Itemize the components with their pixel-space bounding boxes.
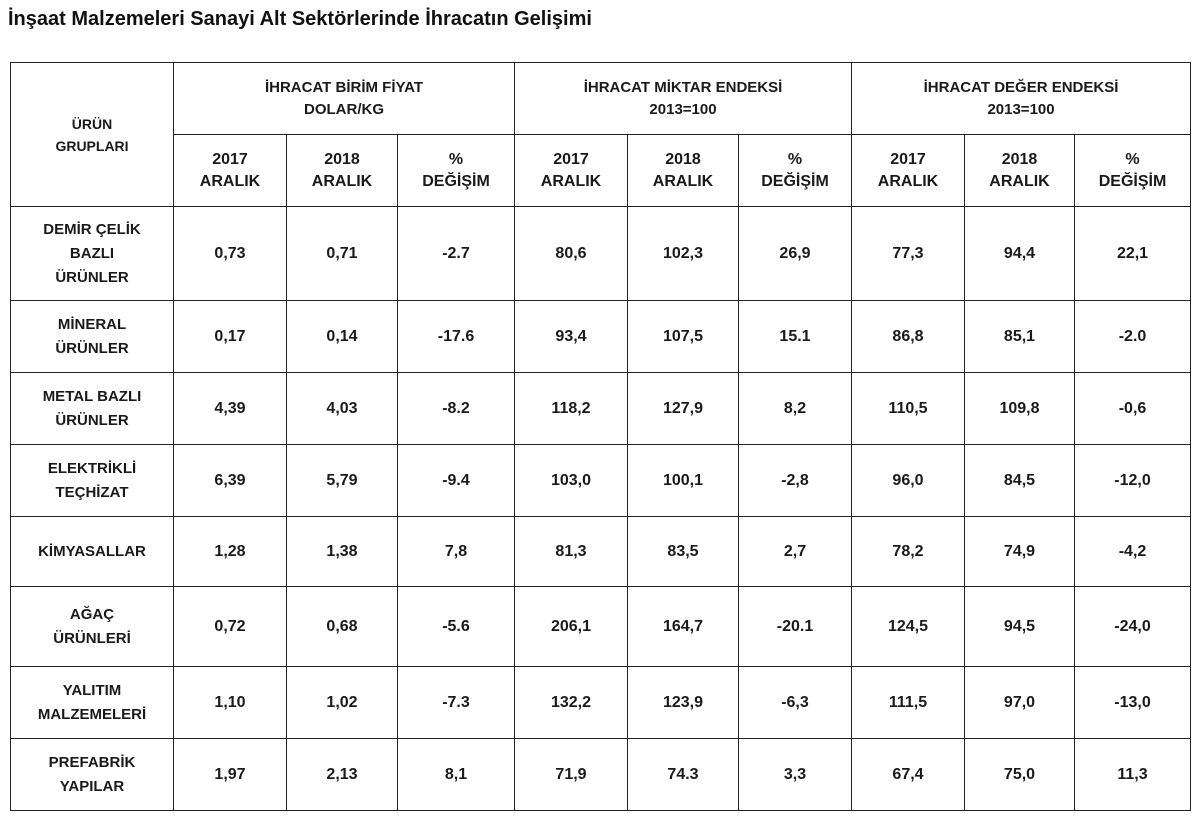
value-cell: 3,3	[739, 739, 852, 811]
subheader-cell	[852, 135, 965, 207]
subheader-line: 2018	[324, 150, 360, 168]
subheader-line: DEĞİŞİM	[761, 172, 829, 190]
product-name-line: ÜRÜNLER	[55, 268, 129, 286]
value-cell: 2,13	[287, 739, 398, 811]
value-cell: 124,5	[852, 587, 965, 667]
value-cell: -7.3	[398, 667, 515, 739]
value-cell: 1,02	[287, 667, 398, 739]
subheader-line: %	[1125, 150, 1140, 168]
value-cell: 0,71	[287, 207, 398, 301]
subheader-line: ARALIK	[877, 172, 939, 190]
subheader-row	[11, 135, 1191, 207]
value-cell: 75,0	[965, 739, 1075, 811]
value-cell: -2,8	[739, 445, 852, 517]
value-cell: 8,2	[739, 373, 852, 445]
value-cell: 127,9	[628, 373, 739, 445]
value-cell: -0,6	[1075, 373, 1191, 445]
product-name-line: METAL BAZLI	[42, 387, 142, 405]
value-cell: 96,0	[852, 445, 965, 517]
value-cell: 7,8	[398, 517, 515, 587]
value-cell: 107,5	[628, 301, 739, 373]
product-name-line: MALZEMELERİ	[37, 705, 147, 723]
value-cell: 0,72	[174, 587, 287, 667]
value-cell: 1,28	[174, 517, 287, 587]
value-cell: 11,3	[1075, 739, 1191, 811]
product-name-line: ÜRÜNLER	[55, 339, 129, 357]
subheader-cell	[628, 135, 739, 207]
value-cell: 1,97	[174, 739, 287, 811]
group-header-unit-price	[174, 63, 515, 135]
value-cell: 67,4	[852, 739, 965, 811]
subheader-cell	[174, 135, 287, 207]
value-cell: 15.1	[739, 301, 852, 373]
table-body	[11, 207, 1191, 811]
product-name-line: YAPILAR	[59, 777, 125, 795]
value-cell: 26,9	[739, 207, 852, 301]
subheader-line: ARALIK	[199, 172, 261, 190]
value-cell: 83,5	[628, 517, 739, 587]
value-cell: -4,2	[1075, 517, 1191, 587]
table-row	[11, 667, 1191, 739]
subheader-line: 2017	[212, 150, 248, 168]
value-cell: 164,7	[628, 587, 739, 667]
value-cell: 78,2	[852, 517, 965, 587]
value-cell: 94,4	[965, 207, 1075, 301]
value-cell: 0,14	[287, 301, 398, 373]
subheader-line: DEĞİŞİM	[1098, 172, 1167, 190]
value-cell: 4,39	[174, 373, 287, 445]
value-cell: -2.7	[398, 207, 515, 301]
product-name-line: YALITIM	[62, 681, 122, 699]
product-cell	[11, 445, 174, 517]
product-cell	[11, 587, 174, 667]
product-cell	[11, 207, 174, 301]
subheader-cell	[287, 135, 398, 207]
table-row	[11, 301, 1191, 373]
table-row	[11, 517, 1191, 587]
value-cell: 71,9	[515, 739, 628, 811]
table-row	[11, 739, 1191, 811]
value-cell: -8.2	[398, 373, 515, 445]
value-cell: 123,9	[628, 667, 739, 739]
value-cell: 0,68	[287, 587, 398, 667]
value-cell: 85,1	[965, 301, 1075, 373]
product-name-line: DEMİR ÇELİK	[43, 220, 141, 238]
value-cell: 109,8	[965, 373, 1075, 445]
product-name-line: ÜRÜNLER	[55, 411, 129, 429]
product-cell	[11, 301, 174, 373]
table-row	[11, 445, 1191, 517]
value-cell: 81,3	[515, 517, 628, 587]
product-name-line: KİMYASALLAR	[38, 542, 146, 560]
value-cell: -6,3	[739, 667, 852, 739]
product-name-line: BAZLI	[69, 244, 115, 262]
product-cell	[11, 667, 174, 739]
value-cell: 84,5	[965, 445, 1075, 517]
subheader-line: %	[448, 150, 464, 168]
page-title: İnşaat Malzemeleri Sanayi Alt Sektörlerinde İhracatın Gelişimi	[8, 8, 592, 30]
subheader-line: 2017	[553, 150, 589, 168]
product-name-line: ELEKTRİKLİ	[47, 459, 137, 477]
value-cell: 1,10	[174, 667, 287, 739]
value-cell: 22,1	[1075, 207, 1191, 301]
value-cell: 74.3	[628, 739, 739, 811]
product-cell	[11, 517, 174, 587]
group-header-line: 2013=100	[649, 100, 717, 118]
product-name-line: AĞAÇ	[69, 605, 115, 623]
value-cell: 102,3	[628, 207, 739, 301]
value-cell: 93,4	[515, 301, 628, 373]
value-cell: 132,2	[515, 667, 628, 739]
value-cell: 6,39	[174, 445, 287, 517]
value-cell: 80,6	[515, 207, 628, 301]
value-cell: 0,73	[174, 207, 287, 301]
group-header-line: 2013=100	[987, 100, 1055, 118]
subheader-line: %	[787, 150, 803, 168]
value-cell: 110,5	[852, 373, 965, 445]
subheader-line: 2017	[890, 150, 926, 168]
product-cell	[11, 739, 174, 811]
group-header-quantity-index	[515, 63, 852, 135]
group-header-line: DOLAR/KG	[304, 100, 384, 118]
value-cell: -17.6	[398, 301, 515, 373]
subheader-cell	[398, 135, 515, 207]
value-cell: -2.0	[1075, 301, 1191, 373]
value-cell: 100,1	[628, 445, 739, 517]
value-cell: 103,0	[515, 445, 628, 517]
subheader-line: ARALIK	[989, 172, 1050, 190]
value-cell: -5.6	[398, 587, 515, 667]
subheader-line: ARALIK	[311, 172, 373, 190]
product-header-line: ÜRÜN	[71, 115, 113, 132]
export-table	[10, 62, 1191, 811]
value-cell: 111,5	[852, 667, 965, 739]
product-name-line: PREFABRİK	[48, 753, 136, 771]
value-cell: -13,0	[1075, 667, 1191, 739]
subheader-line: ARALIK	[540, 172, 602, 190]
value-cell: -12,0	[1075, 445, 1191, 517]
group-header-line: İHRACAT DEĞER ENDEKSİ	[923, 78, 1119, 96]
value-cell: 0,17	[174, 301, 287, 373]
value-cell: 94,5	[965, 587, 1075, 667]
value-cell: 5,79	[287, 445, 398, 517]
subheader-cell	[739, 135, 852, 207]
product-name-line: TEÇHİZAT	[55, 483, 129, 501]
value-cell: 2,7	[739, 517, 852, 587]
value-cell: -24,0	[1075, 587, 1191, 667]
subheader-cell	[965, 135, 1075, 207]
subheader-line: ARALIK	[652, 172, 714, 190]
value-cell: 118,2	[515, 373, 628, 445]
value-cell: 8,1	[398, 739, 515, 811]
subheader-line: 2018	[665, 150, 701, 168]
product-header-line: GRUPLARI	[55, 137, 129, 154]
table-row	[11, 373, 1191, 445]
group-header-value-index	[852, 63, 1191, 135]
subheader-cell	[1075, 135, 1191, 207]
group-header-line: İHRACAT BİRİM FİYAT	[264, 78, 424, 96]
value-cell: 206,1	[515, 587, 628, 667]
product-name-line: MİNERAL	[57, 315, 127, 333]
group-header-line: İHRACAT MİKTAR ENDEKSİ	[583, 78, 783, 96]
value-cell: 77,3	[852, 207, 965, 301]
product-group-header	[11, 63, 174, 207]
subheader-line: 2018	[1001, 150, 1038, 168]
subheader-line: DEĞİŞİM	[422, 172, 490, 190]
value-cell: 74,9	[965, 517, 1075, 587]
value-cell: -20.1	[739, 587, 852, 667]
product-name-line: ÜRÜNLERİ	[53, 629, 131, 647]
value-cell: 86,8	[852, 301, 965, 373]
product-cell	[11, 373, 174, 445]
value-cell: 4,03	[287, 373, 398, 445]
value-cell: 97,0	[965, 667, 1075, 739]
table-row	[11, 207, 1191, 301]
value-cell: -9.4	[398, 445, 515, 517]
table-row	[11, 587, 1191, 667]
value-cell: 1,38	[287, 517, 398, 587]
subheader-cell	[515, 135, 628, 207]
